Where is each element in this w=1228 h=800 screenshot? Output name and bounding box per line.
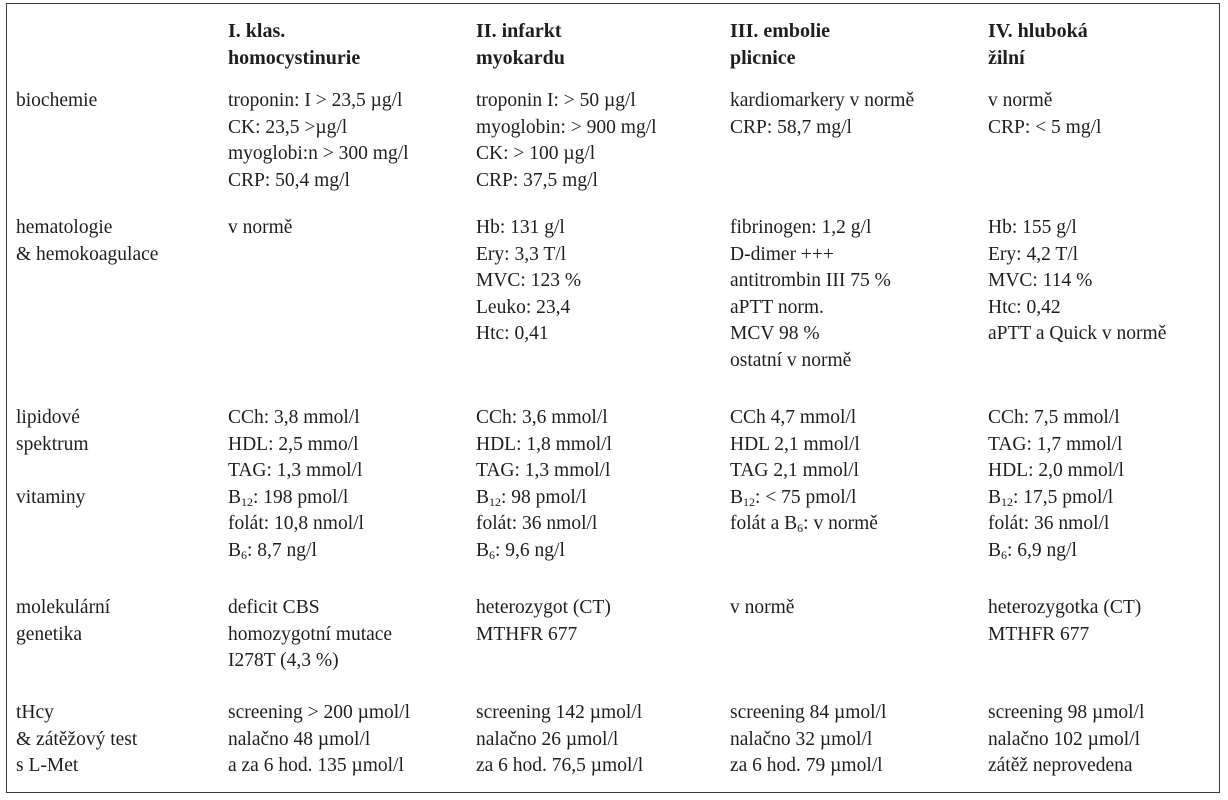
cell-line: lipidové	[16, 407, 80, 428]
cell-line: zátěž neprovedena	[988, 755, 1133, 777]
cell-line: screening 142 µmol/l	[476, 702, 643, 723]
cell-line: za 6 hod. 79 µmol/l	[730, 755, 883, 777]
cell-line: vitaminy	[16, 486, 86, 508]
cell-line: TAG: 1,3 mmol/l	[228, 460, 363, 482]
cell-line: TAG: 1,7 mmol/l	[988, 433, 1123, 455]
cell-line: $B_6$: 6,9 ng/l	[988, 539, 1077, 562]
table-cell	[730, 88, 914, 141]
table-cell	[730, 700, 886, 780]
table-cell	[476, 405, 612, 565]
cell-line: spektrum	[16, 433, 89, 455]
table-cell	[476, 215, 581, 348]
cell-line: molekulární	[16, 597, 111, 618]
cell-line: TAG: 1,3 mmol/l	[476, 460, 611, 482]
cell-line: folát: 10,8 nmol/l	[228, 513, 364, 535]
cell-line: v normě	[730, 597, 795, 618]
cell-line: za 6 hod. 76,5 µmol/l	[476, 755, 644, 777]
table-cell	[228, 405, 364, 565]
cell-line: heterozygotka (CT)	[988, 597, 1142, 618]
cell-line: HDL: 1,8 mmol/l	[476, 433, 612, 455]
cell-line: D-dimer +++	[730, 243, 834, 265]
table-cell	[476, 88, 657, 194]
cell-line: Htc: 0,41	[476, 323, 549, 345]
row-label	[16, 88, 97, 115]
table-cell	[988, 405, 1124, 565]
cell-line: CK: 23,5 >µg/l	[228, 116, 348, 138]
cell-line: aPTT norm.	[730, 296, 824, 318]
cell-line: genetika	[16, 623, 83, 645]
table-cell	[476, 700, 643, 780]
cell-line: CK: > 100 µg/l	[476, 143, 596, 165]
row-label	[16, 215, 158, 268]
cell-line: deficit CBS	[228, 597, 320, 618]
cell-line: v normě	[228, 217, 293, 238]
table-cell	[228, 700, 410, 780]
cell-line: CCh: 3,6 mmol/l	[476, 407, 608, 428]
cell-line: ostatní v normě	[730, 349, 852, 371]
table-cell	[988, 700, 1144, 780]
cell-line: heterozygot (CT)	[476, 597, 611, 618]
cell-line: Hb: 155 g/l	[988, 217, 1077, 238]
cell-line: CRP: 58,7 mg/l	[730, 116, 852, 138]
cell-line: I278T (4,3 %)	[228, 650, 339, 672]
cell-line: Htc: 0,42	[988, 296, 1061, 318]
cell-line: troponin: I > 23,5 µg/l	[228, 90, 403, 111]
cell-line: nalačno 32 µmol/l	[730, 728, 873, 750]
cell-line: MTHFR 677	[476, 623, 578, 645]
table-cell	[228, 215, 292, 242]
column-header-2: II. infarkt myokardu	[476, 20, 565, 69]
cell-line: kardiomarkery v normě	[730, 90, 915, 111]
table-cell	[476, 595, 611, 648]
cell-line: CCh: 7,5 mmol/l	[988, 407, 1120, 428]
cell-line: Leuko: 23,4	[476, 296, 571, 318]
cell-line: screening 98 µmol/l	[988, 702, 1145, 723]
table-cell	[988, 215, 1166, 348]
cell-line: antitrombin III 75 %	[730, 270, 891, 292]
cell-line: biochemie	[16, 90, 98, 111]
cell-line: s L-Met	[16, 755, 79, 777]
cell-line: CCh: 3,8 mmol/l	[228, 407, 360, 428]
cell-line: HDL: 2,5 mmo/l	[228, 433, 359, 455]
cell-line: & zátěžový test	[16, 728, 138, 750]
cell-line: MCV 98 %	[730, 323, 820, 345]
cell-line	[16, 458, 89, 485]
cell-line: CRP: 37,5 mg/l	[476, 169, 598, 191]
cell-line: fibrinogen: 1,2 g/l	[730, 217, 872, 238]
cell-line: $B_{12}$: 17,5 pmol/l	[988, 486, 1114, 509]
cell-line: MVC: 114 %	[988, 270, 1093, 292]
cell-line: HDL: 2,0 mmol/l	[988, 460, 1124, 482]
table-cell	[228, 595, 392, 675]
table-cell	[988, 88, 1101, 141]
table-cell	[988, 595, 1141, 648]
cell-line: a za 6 hod. 135 µmol/l	[228, 755, 404, 777]
cell-line: v normě	[988, 90, 1053, 111]
column-header-4: IV. hluboká žilní	[988, 20, 1088, 69]
row-label	[16, 700, 137, 780]
cell-line: HDL 2,1 mmol/l	[730, 433, 860, 455]
cell-line: MVC: 123 %	[476, 270, 582, 292]
cell-line: tHcy	[16, 702, 54, 723]
cell-line: Ery: 4,2 T/l	[988, 243, 1079, 265]
cell-line: myoglobi:n > 300 mg/l	[228, 143, 409, 165]
cell-line: homozygotní mutace	[228, 623, 393, 645]
table-cell	[228, 88, 409, 194]
cell-line: nalačno 26 µmol/l	[476, 728, 619, 750]
table-cell	[730, 595, 794, 622]
cell-line: aPTT a Quick v normě	[988, 323, 1167, 345]
cell-line: $B_6$: 9,6 ng/l	[476, 539, 565, 562]
cell-line: troponin I: > 50 µg/l	[476, 90, 636, 111]
cell-line: CRP: < 5 mg/l	[988, 116, 1102, 138]
cell-line: $B_{12}$: < 75 pmol/l	[730, 486, 857, 509]
cell-line: $B_6$: 8,7 ng/l	[228, 539, 317, 562]
cell-line: CRP: 50,4 mg/l	[228, 169, 350, 191]
cell-line: $B_{12}$: 198 pmol/l	[228, 486, 349, 509]
cell-line: CCh 4,7 mmol/l	[730, 407, 857, 428]
cell-line: & hemokoagulace	[16, 243, 159, 265]
cell-line: Hb: 131 g/l	[476, 217, 565, 238]
cell-line: $B_{12}$: 98 pmol/l	[476, 486, 587, 509]
cell-line: MTHFR 677	[988, 623, 1090, 645]
cell-line: folát a $B_6$: v normě	[730, 513, 878, 536]
table-cell	[730, 215, 891, 375]
cell-line: TAG 2,1 mmol/l	[730, 460, 859, 482]
cell-line: folát: 36 nmol/l	[988, 513, 1110, 535]
cell-line: myoglobin: > 900 mg/l	[476, 116, 657, 138]
cell-line: screening > 200 µmol/l	[228, 702, 410, 723]
cell-line: folát: 36 nmol/l	[476, 513, 598, 535]
row-label	[16, 405, 89, 511]
cell-line: nalačno 102 µmol/l	[988, 728, 1141, 750]
cell-line: Ery: 3,3 T/l	[476, 243, 567, 265]
table-cell	[730, 405, 878, 538]
cell-line: screening 84 µmol/l	[730, 702, 887, 723]
cell-line: nalačno 48 µmol/l	[228, 728, 371, 750]
column-header-1: I. klas. homocystinurie	[228, 20, 361, 69]
row-label	[16, 595, 110, 648]
column-header-3: III. embolie plicnice	[730, 20, 830, 69]
cell-line: hematologie	[16, 217, 113, 238]
